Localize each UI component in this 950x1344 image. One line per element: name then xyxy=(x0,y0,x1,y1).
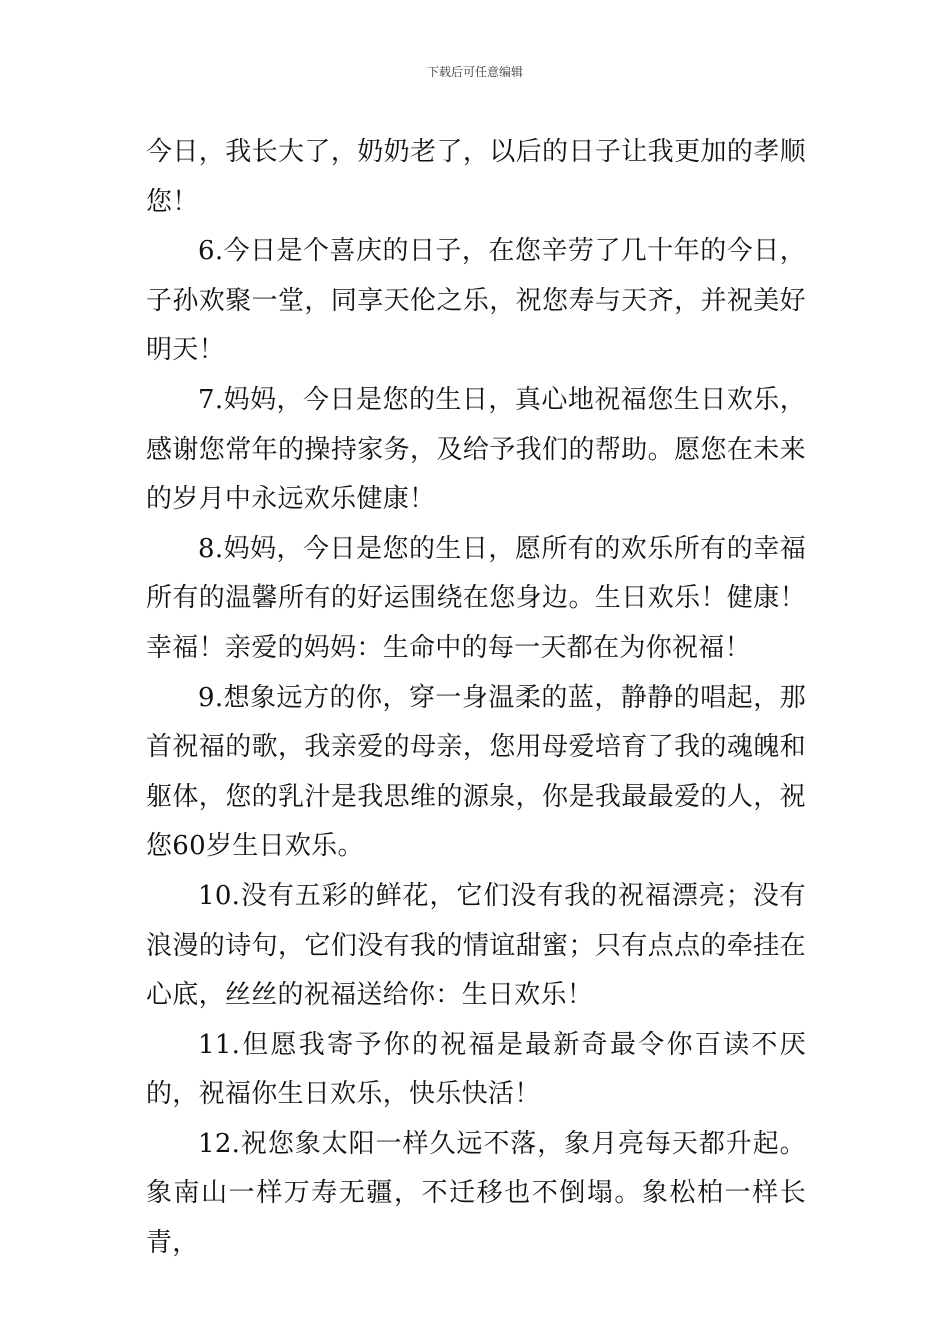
page-header: 下载后可任意编辑 xyxy=(426,65,523,79)
paragraph-intro: 今日，我长大了，奶奶老了，以后的日子让我更加的孝顺您！ xyxy=(146,137,806,217)
paragraph-11: 11.但愿我寄予你的祝福是最新奇最令你百读不厌的，祝福你生日欢乐，快乐快活！ xyxy=(146,1029,806,1110)
paragraph-6: 6.今日是个喜庆的日子，在您辛劳了几十年的今日，子孙欢聚一堂，同享天伦之乐，祝您寿与天齐，并祝美好明天！ xyxy=(146,236,806,366)
paragraph-9: 9.想象远方的你，穿一身温柔的蓝，静静的唱起，那首祝福的歌，我亲爱的母亲，您用母爱培育了我的魂魄和躯体，您的乳汁是我思维的源泉，你是我最最爱的人，祝您60岁生日欢乐。 xyxy=(146,682,806,862)
paragraph-10: 10.没有五彩的鲜花，它们没有我的祝福漂亮；没有浪漫的诗句，它们没有我的情谊甜蜜；只有点点的牵挂在心底，丝丝的祝福送给你：生日欢乐！ xyxy=(146,880,806,1011)
paragraph-7: 7.妈妈，今日是您的生日，真心地祝福您生日欢乐，感谢您常年的操持家务，及给予我们的帮助。愿您在未来的岁月中永远欢乐健康！ xyxy=(146,384,806,515)
document-body xyxy=(146,128,806,1269)
paragraph-8: 8.妈妈，今日是您的生日，愿所有的欢乐所有的幸福所有的温馨所有的好运围绕在您身边。生日欢乐！健康！幸福！亲爱的妈妈：生命中的每一天都在为你祝福！ xyxy=(146,533,806,663)
paragraph-12: 12.祝您象太阳一样久远不落，象月亮每天都升起。象南山一样万寿无疆，不迁移也不倒塌。象松柏一样长青， xyxy=(146,1128,806,1259)
